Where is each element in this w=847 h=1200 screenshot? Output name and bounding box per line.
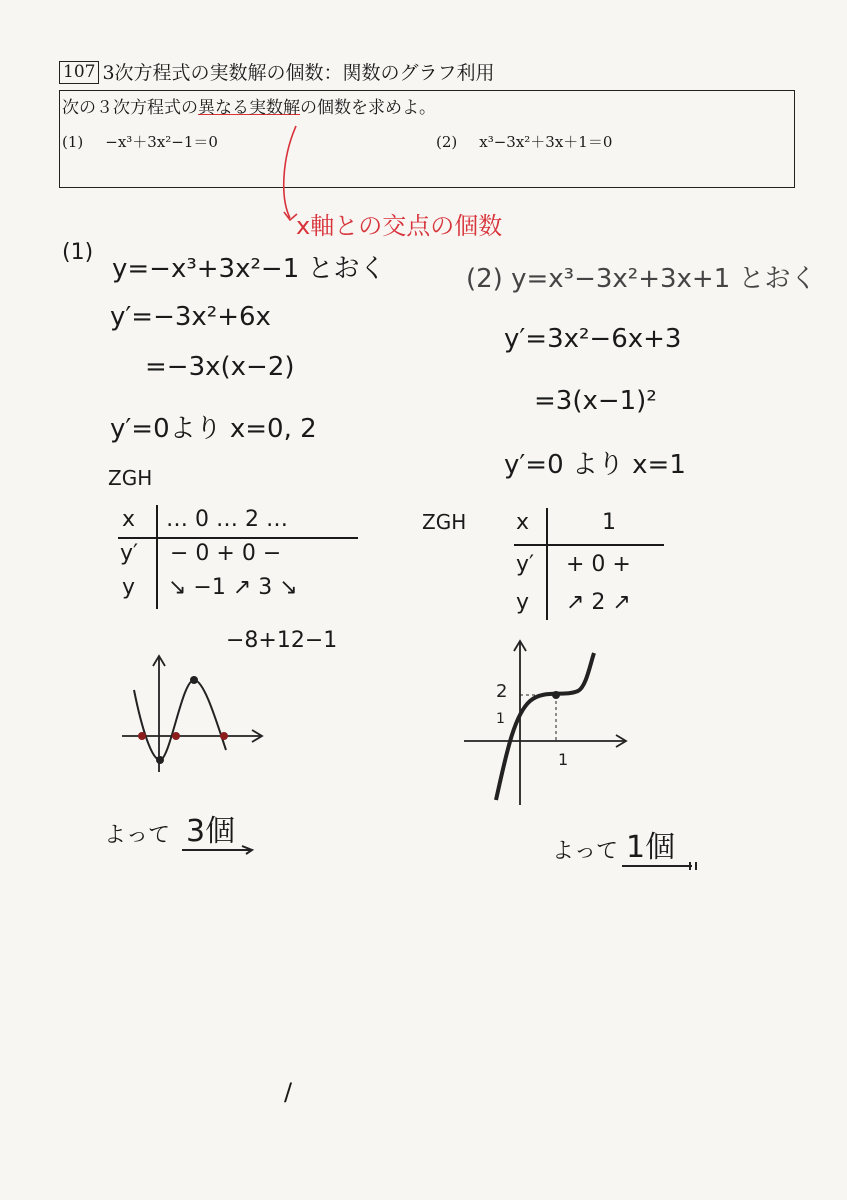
sol2-table-x-head: x (516, 510, 530, 535)
sol1-line1: y=−x³+3x²−1 とおく (112, 254, 386, 284)
instruction-text-1: 次の３次方程式の (62, 98, 198, 118)
sol2-table-yp-head: y′ (516, 552, 535, 577)
sol1-line2: y′=−3x²+6x (110, 302, 271, 332)
problem-header (59, 58, 799, 86)
sol2-answer: 1個 (626, 830, 676, 865)
sol2-answer-pre: よって (552, 839, 619, 864)
sol2-table-y-row: ↗ 2 ↗ (566, 590, 631, 615)
sol1-graph (112, 650, 272, 780)
stray-mark: / (284, 1078, 293, 1106)
sol2-table-yp-row: + 0 + (566, 552, 631, 577)
problem-instruction (62, 93, 436, 118)
problem-1-equation: −x³＋3x²−1＝0 (105, 133, 218, 151)
sol1-table-y-row: ↘ −1 ↗ 3 ↘ (168, 575, 298, 600)
problem-number: 107 (59, 61, 99, 84)
sol2-table-vline (546, 508, 548, 620)
problem-2 (436, 131, 612, 152)
sol1-answer-pre: よって (104, 823, 171, 848)
sol2-zogen: ZGH (422, 510, 467, 534)
sol1-table-y-head: y (122, 575, 136, 600)
instruction-text-2: の個数を求めよ。 (300, 98, 436, 118)
sol2-graph-x1: 1 (558, 750, 569, 769)
sol1-label: (1) (62, 240, 94, 265)
sol2-line1: (2) y=x³−3x²+3x+1 とおく (466, 264, 817, 294)
red-note: x軸との交点の個数 (296, 212, 503, 240)
sol2-table-hline (514, 544, 664, 546)
sol1-answer: 3個 (186, 814, 236, 849)
sol1-line3: =−3x(x−2) (145, 352, 295, 382)
sol2-table (514, 508, 674, 618)
problem-title: 3次方程式の実数解の個数：関数のグラフ利用 (102, 62, 495, 84)
sol2-table-y-head: y (516, 590, 530, 615)
sol2-graph-y1: 1 (496, 711, 505, 727)
sol2-graph-y2: 2 (496, 681, 508, 702)
sol1-zogen: ZGH (108, 466, 153, 490)
sol2-graph (460, 635, 630, 810)
sol2-line2: y′=3x²−6x+3 (504, 324, 682, 354)
sol1-table-hline (118, 537, 358, 539)
problem-box (59, 90, 795, 188)
instruction-underlined: 異なる実数解 (198, 98, 300, 118)
sol1-answer-underline (180, 842, 270, 856)
sol2-line4: y′=0 より x=1 (504, 450, 686, 480)
sol2-line3: =3(x−1)² (534, 386, 657, 416)
problem-2-equation: x³−3x²＋3x＋1＝0 (479, 133, 613, 151)
sol1-table (118, 505, 368, 615)
sol1-calc: −8+12−1 (226, 628, 338, 653)
sol1-table-x-head: x (122, 507, 136, 532)
sol1-table-yp-head: y′ (120, 541, 139, 566)
problem-2-label: (2) (436, 133, 458, 151)
sol2-answer-underline (620, 858, 710, 872)
problem-1 (62, 131, 218, 152)
sol1-line4: y′=0より x=0, 2 (110, 414, 317, 444)
sol1-table-x-row: … 0 … 2 … (166, 507, 288, 532)
problem-1-label: (1) (62, 133, 84, 151)
sol1-table-vline (156, 505, 158, 609)
sol1-table-yp-row: − 0 + 0 − (170, 541, 282, 566)
sol2-table-x-row: 1 (602, 510, 616, 535)
